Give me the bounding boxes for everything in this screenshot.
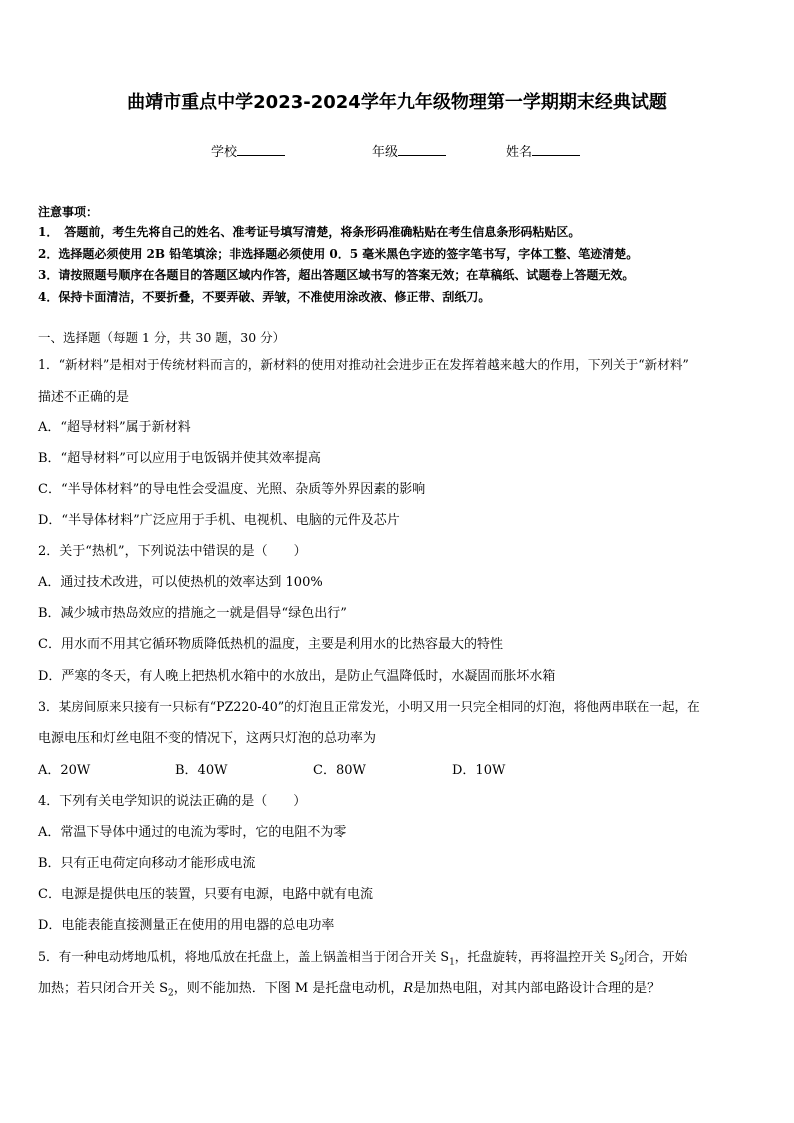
q1-option-c: C．“半导体材料”的导电性会受温度、光照、杂质等外界因素的影响 [38,482,426,497]
school-field [211,141,285,160]
q3-option-d: D．10W [452,763,506,778]
q5-subscript: 2 [618,957,625,968]
q4-option-b: B．只有正电荷定向移动才能形成电流 [38,856,256,871]
q3-option-b: B．40W [175,763,228,778]
q5-text: 闭合，开始 [624,949,688,964]
notice-item: 3．请按照题号顺序在各题目的答题区域内作答，超出答题区域书写的答案无效；在草稿纸、试题卷上答题无效。 [38,268,635,282]
q5-text: ，则不能加热．下图 M 是托盘电动机， [173,981,404,996]
q5-text: ，托盘旋转，再将温控开关 S [454,949,619,964]
q5-resistor-symbol: R [403,981,414,996]
grade-blank [398,144,446,156]
school-label: 学校 [211,145,238,160]
q4-option-d: D．电能表能直接测量正在使用的用电器的总电功率 [38,918,335,933]
q5-stem [38,946,687,968]
page-title: 曲靖市重点中学2023-2024学年九年级物理第一学期期末经典试题 [127,92,667,113]
name-label: 姓名 [506,145,533,160]
q1-stem-cont: 描述不正确的是 [38,390,130,405]
notice-item: 2．选择题必须使用 2B 铅笔填涂；非选择题必须使用 0．5 毫米黑色字迹的签字笔书写，字体工整、笔迹清楚。 [38,247,639,261]
q2-option-d: D．严寒的冬天，有人晚上把热机水箱中的水放出，是防止气温降低时，水凝固而胀坏水箱 [38,669,556,684]
q2-option-a: A．通过技术改进，可以使热机的效率达到 100% [38,575,323,590]
q3-stem-cont: 电源电压和灯丝电阻不变的情况下，这两只灯泡的总功率为 [38,731,377,746]
q5-stem-cont [38,977,660,999]
name-blank [532,144,580,156]
q4-option-c: C．电源是提供电压的装置，只要有电源，电路中就有电流 [38,887,373,902]
school-blank [237,144,285,156]
q3-option-c: C．80W [313,763,366,778]
q3-stem: 3．某房间原来只接有一只标有“PZ220-40”的灯泡且正常发光，小明又用一只完全相同的灯泡，将他两串联在一起，在 [38,699,700,714]
notice-heading: 注意事项： [38,205,99,219]
q4-option-a: A．常温下导体中通过的电流为零时，它的电阻不为零 [38,825,347,840]
q3-option-a: A．20W [38,763,91,778]
name-field [506,141,580,160]
notice-item: 4．保持卡面清洁，不要折叠，不要弄破、弄皱，不准使用涂改液、修正带、刮纸刀。 [38,290,491,304]
q2-option-c: C．用水而不用其它循环物质降低热机的温度，主要是利用水的比热容最大的特性 [38,637,503,652]
q5-text: 加热；若只闭合开关 S [38,981,169,996]
q5-subscript: 1 [449,957,455,968]
q2-option-b: B．减少城市热岛效应的措施之一就是倡导“绿色出行” [38,606,347,621]
grade-label: 年级 [372,145,399,160]
q1-option-d: D．“半导体材料”广泛应用于手机、电视机、电脑的元件及芯片 [38,513,400,528]
q1-stem: 1．“新材料”是相对于传统材料而言的，新材料的使用对推动社会进步正在发挥着越来越大的作用，下列关于“新材料” [38,357,689,372]
q2-stem: 2．关于“热机”，下列说法中错误的是（ ） [38,544,307,559]
q1-option-b: B．“超导材料”可以应用于电饭锅并使其效率提高 [38,451,321,466]
q4-stem: 4．下列有关电学知识的说法正确的是（ ） [38,794,307,809]
section-heading: 一、选择题（每题 1 分，共 30 题，30 分） [38,330,286,345]
q5-subscript: 2 [168,988,174,999]
q1-option-a: A．“超导材料”属于新材料 [38,420,191,435]
q5-text: 是加热电阻，对其内部电路设计合理的是？ [413,981,661,996]
grade-field [372,141,446,160]
notice-item: 1． 答题前，考生先将自己的姓名、准考证号填写清楚，将条形码准确粘贴在考生信息条形码粘贴区。 [38,225,581,239]
q5-text: 5．有一种电动烤地瓜机，将地瓜放在托盘上，盖上锅盖相当于闭合开关 S [38,949,450,964]
